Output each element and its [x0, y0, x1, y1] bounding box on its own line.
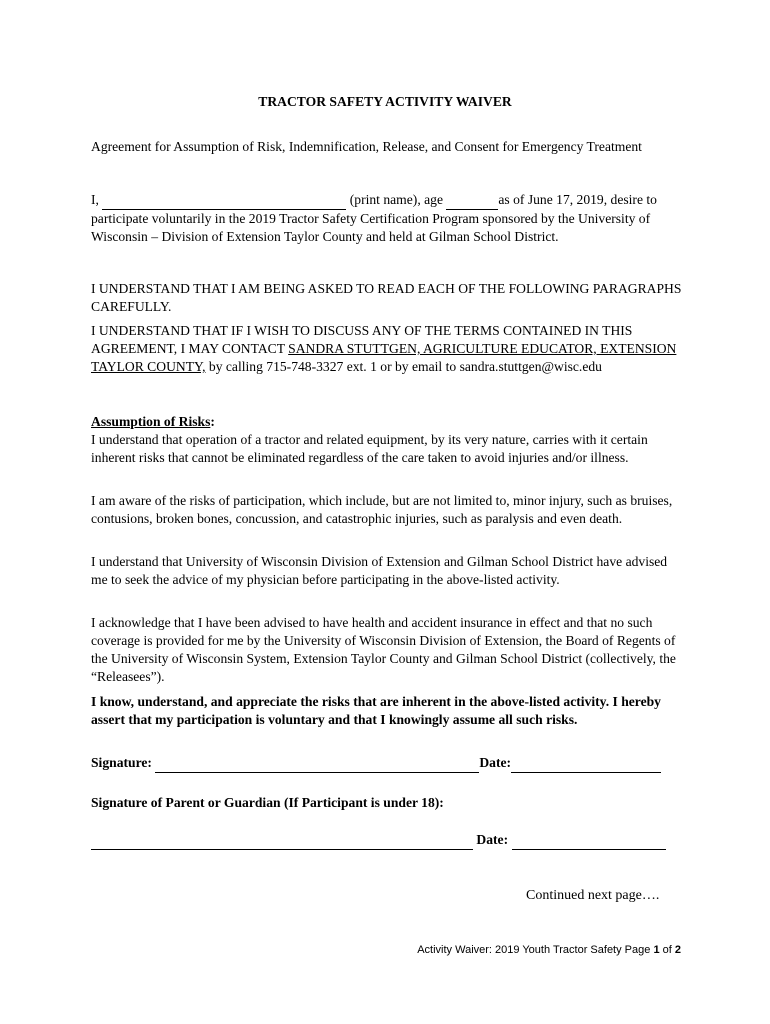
understand-read-paragraph: I UNDERSTAND THAT I AM BEING ASKED TO READ EACH OF THE FOLLOWING PARAGRAPHS CAREFULLY.	[91, 281, 682, 314]
assumption-paragraph-3: I understand that University of Wisconsin Division of Extension and Gilman School District have advised me to seek the advice of my physician before participating in the above-listed activity.	[91, 554, 668, 587]
guardian-signature-line	[91, 831, 683, 850]
discuss-before: I UNDERSTAND THAT IF I WISH TO DISCUSS ANY OF THE TERMS CONTAINED IN THIS AGREEMENT, I MAY CONTACT	[91, 323, 633, 356]
continued-note: Continued next page….	[526, 888, 660, 903]
intro-paragraph	[91, 191, 683, 246]
understand-discuss-paragraph	[91, 322, 683, 376]
intro-as-of: as of June 17, 2019, desire	[498, 192, 643, 207]
footer-page-number: 1	[653, 944, 660, 956]
footer-total-pages: 2	[674, 944, 681, 956]
signature-line	[91, 754, 683, 773]
intro-print-name: (print name), age	[349, 192, 443, 207]
assumption-paragraph-2: I am aware of the risks of participation, which include, but are not limited to, minor injury, such as bruises, contusions, broken bones, concussion, and catastrophic injuries, such as paralysis and even death.	[91, 493, 673, 526]
intro-i: I,	[91, 192, 99, 207]
assumption-paragraph-1: I understand that operation of a tractor and related equipment, by its very nature, carries with it certain inherent risks that cannot be eliminated regardless of the care taken to avoid injuries and/or illness.	[91, 432, 648, 465]
footer-of: of	[662, 944, 672, 956]
page-footer	[0, 944, 681, 956]
footer-text: Activity Waiver: 2019 Youth Tractor Safety Page	[417, 944, 651, 956]
print-name-blank[interactable]	[102, 191, 346, 210]
signature-blank[interactable]	[155, 754, 479, 773]
assumption-paragraph-4: I acknowledge that I have been advised to have health and accident insurance in effect and that no such coverage is provided for me by the University of Wisconsin Division of Extension, the Board of Regents of the University of Wisconsin System, Extension Taylor County and Gilman School District (collectively, the “Releasees”).	[91, 615, 676, 684]
subtitle: Agreement for Assumption of Risk, Indemnification, Release, and Consent for Emergency Treatment	[91, 139, 642, 154]
assumption-heading-line	[91, 413, 683, 431]
intro-rest: to participate voluntarily in the 2019 Tractor Safety Certification Program sponsored by the University of Wisconsin – Division of Extension Taylor County and held at Gilman School District.	[91, 192, 657, 244]
guardian-date-blank[interactable]	[512, 831, 666, 850]
assumption-heading: Assumption of Risks	[91, 414, 211, 429]
date-label: Date:	[479, 755, 512, 770]
discuss-after: by calling 715-748-3327 ext. 1 or by email to sandra.stuttgen@wisc.edu	[208, 359, 602, 374]
date-blank[interactable]	[511, 754, 661, 773]
assumption-bold-statement: I know, understand, and appreciate the risks that are inherent in the above-listed activity. I hereby assert that my participation is voluntary and that I knowingly assume all such risks.	[91, 694, 661, 727]
contact-name: SANDRA STUTTGEN, AGRICULTURE EDUCATOR, EXTENSION TAYLOR COUNTY,	[91, 341, 677, 374]
age-blank[interactable]	[446, 191, 498, 210]
guardian-signature-blank[interactable]	[91, 831, 473, 850]
signature-label: Signature:	[91, 755, 152, 770]
document-title: TRACTOR SAFETY ACTIVITY WAIVER	[258, 94, 512, 109]
guardian-date-label: Date:	[476, 832, 509, 847]
assumption-colon: :	[210, 414, 215, 429]
guardian-label: Signature of Parent or Guardian (If Participant is under 18):	[91, 795, 444, 810]
